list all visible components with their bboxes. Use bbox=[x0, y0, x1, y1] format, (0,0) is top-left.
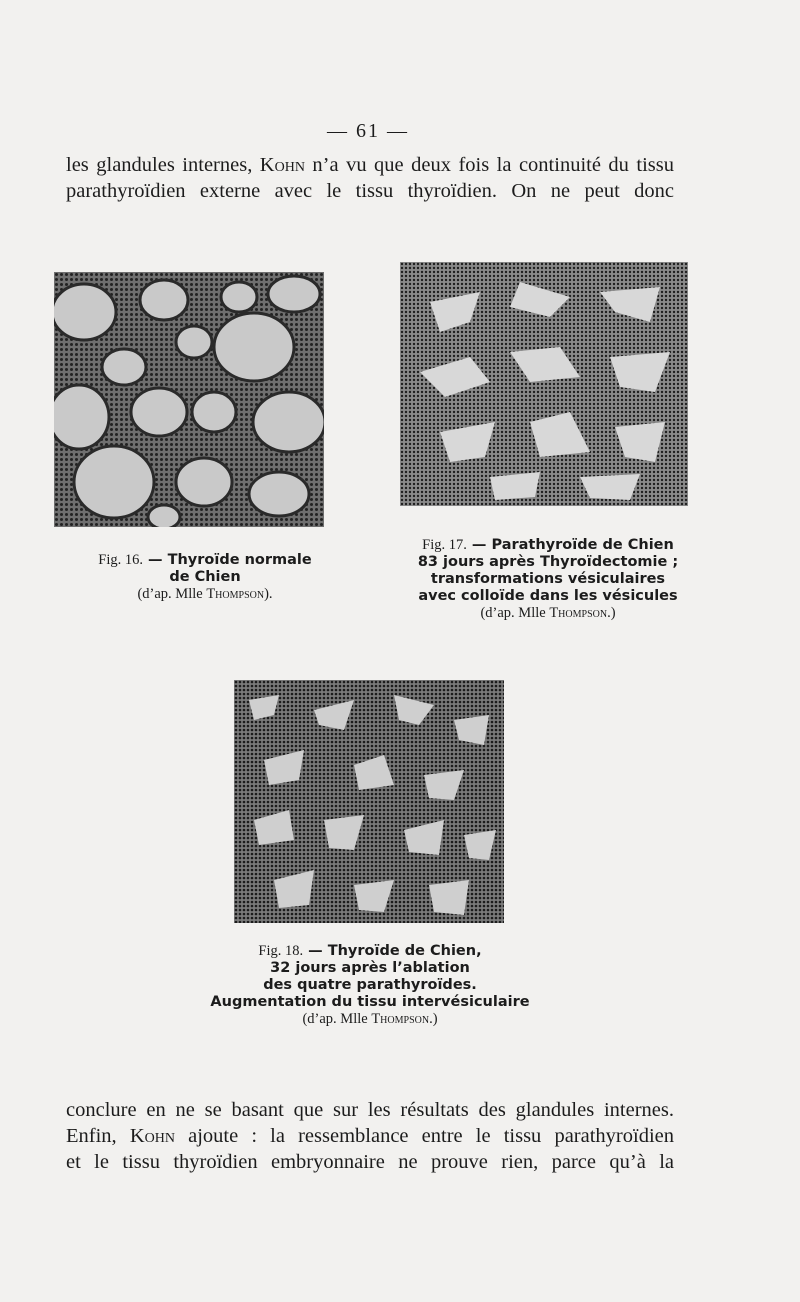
figure-17-caption bbox=[388, 537, 708, 622]
bottom-line-2 bbox=[66, 1123, 674, 1149]
bottom-line-1: conclure en ne se basant que sur les résultats des glandules internes. bbox=[66, 1099, 674, 1121]
top-line-1-start: les glandules internes, bbox=[66, 154, 260, 176]
figure-18-image bbox=[234, 680, 504, 923]
author-name-2: Kohn bbox=[129, 1125, 175, 1147]
figure-17-image bbox=[400, 262, 688, 506]
figure-18-title-2: 32 jours après l’ablation bbox=[270, 960, 470, 976]
figure-17-title-2: 83 jours après Thyroïdectomie ; bbox=[417, 554, 679, 570]
figure-16-source-name: Thompson bbox=[206, 586, 265, 602]
figure-16-label: Fig. 16. bbox=[98, 552, 143, 568]
top-line-2: parathyroïdien externe avec le tissu thyroïdien. On ne peut donc bbox=[66, 180, 674, 202]
figure-18-source-suffix: .) bbox=[429, 1011, 438, 1027]
figure-17-source bbox=[388, 605, 708, 622]
figure-16-caption bbox=[60, 552, 350, 603]
figure-16-source bbox=[60, 586, 350, 603]
figure-16-source-suffix: ). bbox=[264, 586, 273, 602]
figure-17-title-1: — Parathyroïde de Chien bbox=[471, 537, 674, 553]
bottom-line-2-end: ajoute : la ressemblance entre le tissu parathyroïdien bbox=[174, 1125, 674, 1147]
bottom-line-3: et le tissu thyroïdien embryonnaire ne prouve rien, parce qu’à la bbox=[66, 1151, 674, 1173]
figure-18-source bbox=[200, 1011, 540, 1028]
figure-16-title-1: — Thyroïde normale bbox=[148, 552, 312, 568]
figure-18-title-3: des quatre parathyroïdes. bbox=[263, 977, 477, 993]
author-name: Kohn bbox=[259, 154, 305, 176]
bottom-line-2-start: Enfin, bbox=[66, 1125, 130, 1147]
figure-17-title-4: avec colloïde dans les vésicules bbox=[418, 588, 678, 604]
figure-16-title-2: de Chien bbox=[169, 569, 241, 585]
page-number: — 61 — bbox=[327, 120, 409, 142]
figure-16-image bbox=[54, 272, 324, 527]
figure-18-source-prefix: (d’ap. Mlle bbox=[302, 1011, 372, 1027]
figure-17-title-3: transformations vésiculaires bbox=[430, 571, 666, 587]
top-paragraph bbox=[66, 152, 674, 204]
bottom-paragraph bbox=[66, 1097, 674, 1175]
figure-17-source-prefix: (d’ap. Mlle bbox=[480, 605, 550, 621]
figure-18-title-4: Augmentation du tissu intervésiculaire bbox=[210, 994, 530, 1010]
figure-18-caption bbox=[200, 943, 540, 1028]
figure-17-source-suffix: .) bbox=[607, 605, 616, 621]
figure-16-source-prefix: (d’ap. Mlle bbox=[137, 586, 207, 602]
figure-18-source-name: Thompson bbox=[371, 1011, 430, 1027]
top-line-1 bbox=[66, 152, 674, 178]
figure-18-title-1: — Thyroïde de Chien, bbox=[308, 943, 482, 959]
figure-18-label: Fig. 18. bbox=[258, 943, 304, 959]
figure-17-source-name: Thompson bbox=[549, 605, 608, 621]
top-line-1-end: n’a vu que deux fois la continuité du tissu bbox=[304, 154, 674, 176]
figure-17-label: Fig. 17. bbox=[422, 537, 467, 553]
